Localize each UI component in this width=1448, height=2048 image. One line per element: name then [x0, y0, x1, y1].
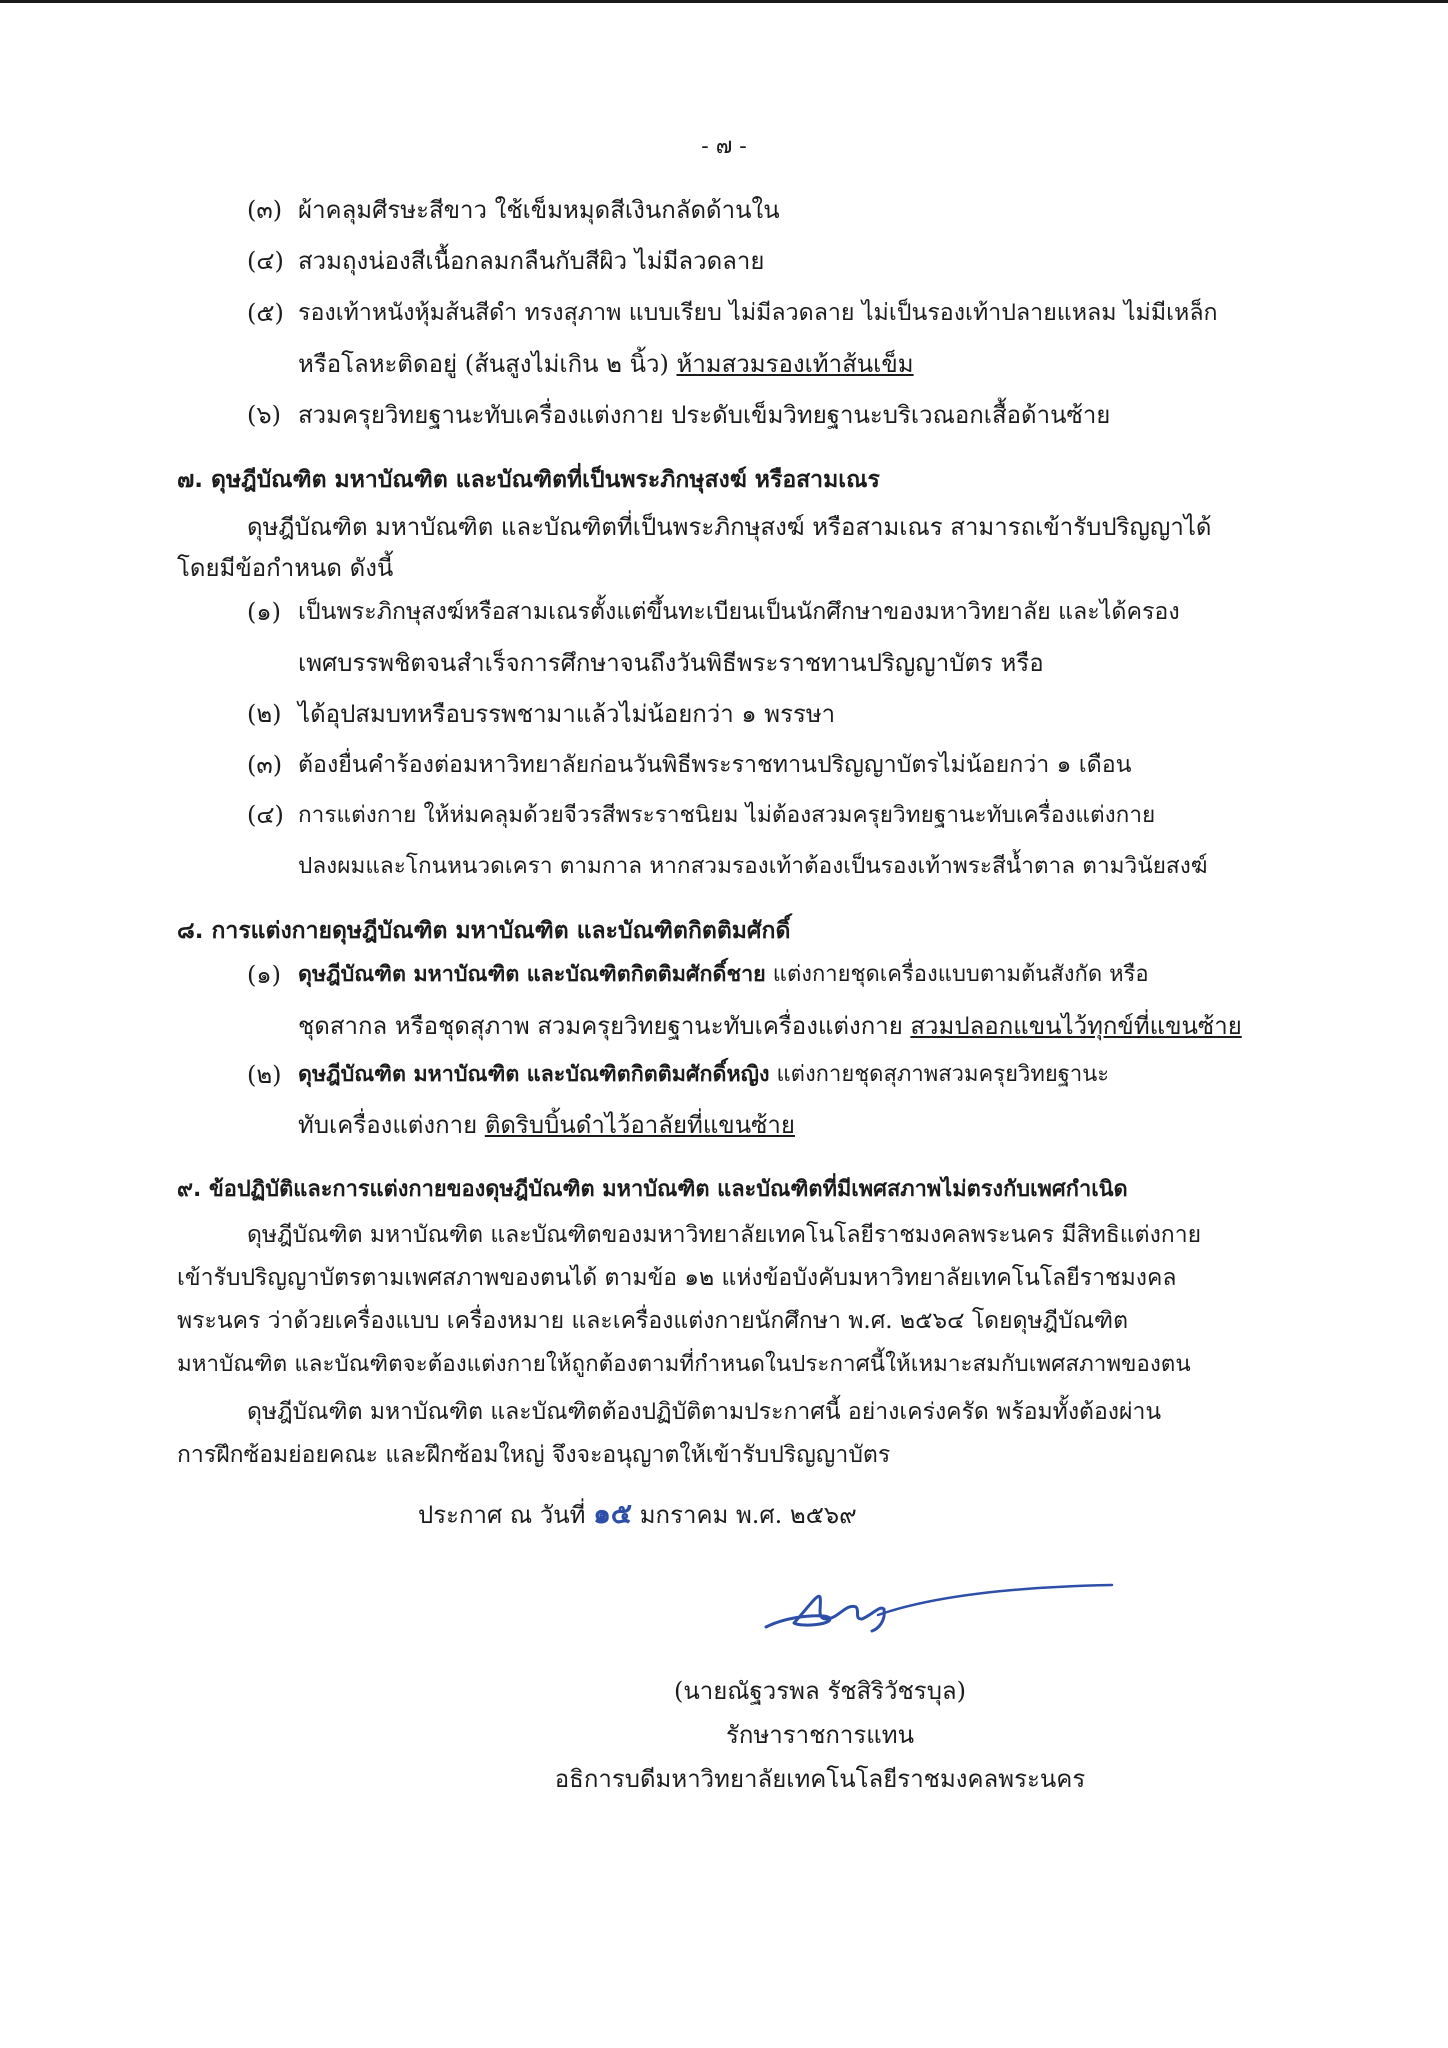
item-text: ทับเครื่องแต่งกาย	[298, 1111, 485, 1139]
announcement-date	[418, 1497, 857, 1532]
section-9-heading: ๙. ข้อปฏิบัติและการแต่งกายของดุษฎีบัณฑิต มหาบัณฑิต และบัณฑิตที่มีเพศสภาพไม่ตรงกับเพศกำเนิด	[177, 1177, 1128, 1202]
item-text: เป็นพระภิกษุสงฆ์หรือสามเณรตั้งแต่ขึ้นทะเบียนเป็นนักศึกษาของมหาวิทยาลัย และได้ครอง	[298, 598, 1180, 625]
item-text-line	[298, 1009, 1242, 1043]
paragraph-line: พระนคร ว่าด้วยเครื่องแบบ เครื่องหมาย และเครื่องแต่งกายนักศึกษา พ.ศ. ๒๕๖๔ โดยดุษฎีบัณฑิต	[177, 1308, 1129, 1334]
section-8-heading: ๘. การแต่งกายดุษฎีบัณฑิต มหาบัณฑิต และบัณฑิตกิตติมศักดิ์	[177, 918, 791, 944]
item-text: สวมครุยวิทยฐานะทับเครื่องแต่งกาย ประดับเข็มวิทยฐานะบริเวณอกเสื้อด้านซ้าย	[298, 401, 1111, 429]
item-number: (๑)	[247, 598, 281, 626]
signatory-name: (นายณัฐวรพล รัชสิริวัชรบุล)	[673, 1677, 967, 1705]
bold-text: ดุษฎีบัณฑิต มหาบัณฑิต และบัณฑิตกิตติมศักดิ์หญิง	[298, 1062, 770, 1087]
item-text: ผ้าคลุมศีรษะสีขาว ใช้เข็มหมุดสีเงินกลัดด้านใน	[298, 196, 780, 224]
item-text: สวมถุงน่องสีเนื้อกลมกลืนกับสีผิว ไม่มีลวดลาย	[298, 247, 765, 275]
paragraph-line: การฝึกซ้อมย่อยคณะ และฝึกซ้อมใหญ่ จึงจะอนุญาตให้เข้ารับปริญญาบัตร	[177, 1442, 891, 1468]
item-number: (๔)	[247, 801, 284, 829]
item-number: (๓)	[247, 751, 283, 779]
paragraph-line: ดุษฎีบัณฑิต มหาบัณฑิต และบัณฑิตต้องปฏิบัติตามประกาศนี้ อย่างเคร่งครัด พร้อมทั้งต้องผ่าน	[247, 1399, 1162, 1425]
signatory-acting: รักษาราชการแทน	[726, 1721, 914, 1749]
item-text: รองเท้าหนังหุ้มส้นสีดำ ทรงสุภาพ แบบเรียบ ไม่มีลวดลาย ไม่เป็นรองเท้าปลายแหลม ไม่มีเหล็ก	[298, 299, 1218, 326]
signatory-position: อธิการบดีมหาวิทยาลัยเทคโนโลยีราชมงคลพระนคร	[554, 1765, 1086, 1793]
signature	[760, 1575, 1120, 1635]
item-number: (๖)	[247, 401, 281, 429]
bold-text: ดุษฎีบัณฑิต มหาบัณฑิต และบัณฑิตกิตติมศักดิ์ชาย	[298, 962, 766, 987]
item-number: (๒)	[247, 700, 282, 728]
item-number: (๑)	[247, 961, 281, 989]
item-text: แต่งกายชุดเครื่องแบบตามต้นสังกัด หรือ	[765, 962, 1149, 987]
item-text: ชุดสากล หรือชุดสุภาพ สวมครุยวิทยฐานะทับเครื่องแต่งกาย	[298, 1012, 911, 1040]
item-number: (๕)	[247, 299, 284, 327]
date-day-handwritten: ๑๕	[593, 1497, 633, 1530]
paragraph-line: เข้ารับปริญญาบัตรตามเพศสภาพของตนได้ ตามข้อ ๑๒ แห่งข้อบังคับมหาวิทยาลัยเทคโนโลยีราชมงคล	[177, 1265, 1177, 1291]
section-7-intro: โดยมีข้อกำหนด ดังนี้	[177, 554, 394, 582]
page-number: - ๗ -	[701, 134, 747, 159]
item-text: แต่งกายชุดสุภาพสวมครุยวิทยฐานะ	[769, 1062, 1110, 1087]
date-suffix: มกราคม พ.ศ. ๒๕๖๙	[639, 1501, 857, 1529]
item-text-line	[298, 958, 1149, 992]
underlined-text: ห้ามสวมรองเท้าส้นเข็ม	[676, 350, 914, 378]
underlined-text: สวมปลอกแขนไว้ทุกข์ที่แขนซ้าย	[910, 1012, 1242, 1040]
item-text-line	[298, 1108, 795, 1142]
item-number: (๓)	[247, 196, 283, 224]
item-number: (๒)	[247, 1061, 282, 1089]
paragraph-line: มหาบัณฑิต และบัณฑิตจะต้องแต่งกายให้ถูกต้องตามที่กำหนดในประกาศนี้ให้เหมาะสมกับเพศสภาพของตน	[177, 1351, 1191, 1377]
item-text: ปลงผมและโกนหนวดเครา ตามกาล หากสวมรองเท้าต้องเป็นรองเท้าพระสีน้ำตาล ตามวินัยสงฆ์	[298, 853, 1208, 879]
section-7-intro: ดุษฎีบัณฑิต มหาบัณฑิต และบัณฑิตที่เป็นพระภิกษุสงฆ์ หรือสามเณร สามารถเข้ารับปริญญาได้	[247, 513, 1212, 541]
date-prefix: ประกาศ ณ วันที่	[418, 1501, 586, 1529]
underlined-text: ติดริบบิ้นดำไว้อาลัยที่แขนซ้าย	[484, 1111, 795, 1139]
item-text-line	[298, 1058, 1109, 1092]
section-7-heading: ๗. ดุษฎีบัณฑิต มหาบัณฑิต และบัณฑิตที่เป็นพระภิกษุสงฆ์ หรือสามเณร	[177, 467, 880, 493]
item-text: การแต่งกาย ให้ห่มคลุมด้วยจีวรสีพระราชนิยม ไม่ต้องสวมครุยวิทยฐานะทับเครื่องแต่งกาย	[298, 802, 1156, 828]
item-text: หรือโลหะติดอยู่ (ส้นสูงไม่เกิน ๒ นิ้ว)	[298, 350, 669, 378]
item-text: เพศบรรพชิตจนสำเร็จการศึกษาจนถึงวันพิธีพระราชทานปริญญาบัตร หรือ	[298, 649, 1044, 677]
item-text: ต้องยื่นคำร้องต่อมหาวิทยาลัยก่อนวันพิธีพระราชทานปริญญาบัตรไม่น้อยกว่า ๑ เดือน	[298, 751, 1132, 778]
item-text: ได้อุปสมบทหรือบรรพชามาแล้วไม่น้อยกว่า ๑ พรรษา	[298, 700, 836, 728]
paragraph-line: ดุษฎีบัณฑิต มหาบัณฑิต และบัณฑิตของมหาวิทยาลัยเทคโนโลยีราชมงคลพระนคร มีสิทธิแต่งกาย	[247, 1222, 1202, 1248]
item-number: (๔)	[247, 247, 284, 275]
item-text-continued	[298, 347, 914, 381]
